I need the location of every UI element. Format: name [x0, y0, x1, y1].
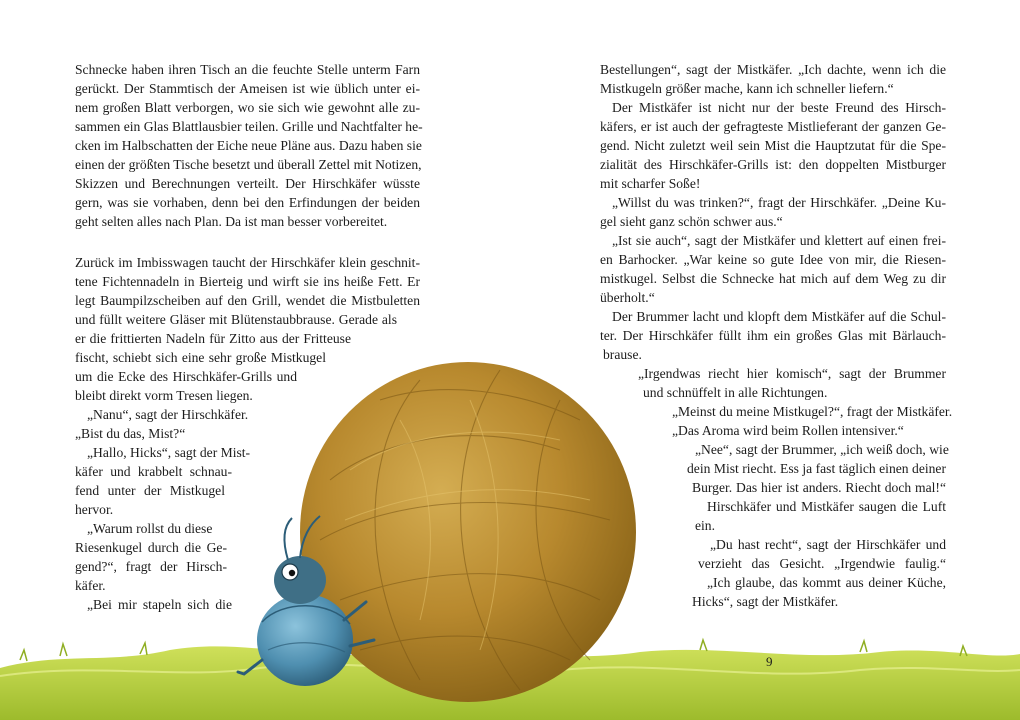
- text-line: er die frittierten Nadeln für Zitto aus der Fritteuse: [75, 331, 351, 346]
- text-line: mistkugel. Selbst die Schnecke hat mich auf dem Weg zu dir: [600, 271, 946, 286]
- text-line: gerückt. Der Stammtisch der Ameisen ist wie üblich unter ei-: [75, 81, 420, 96]
- text-line: bleibt direkt vorm Tresen liegen.: [75, 388, 253, 403]
- text-line: „Willst du was trinken?“, fragt der Hirschkäfer. „Deine Ku-: [612, 195, 946, 210]
- text-line: Der Mistkäfer ist nicht nur der beste Freund des Hirsch-: [612, 100, 946, 115]
- text-line: gel sieht ganz schön schwer aus.“: [600, 214, 783, 229]
- text-line: käfer.: [75, 578, 106, 593]
- page-number: 9: [766, 654, 773, 669]
- text-line: „Bei mir stapeln sich die: [87, 597, 232, 612]
- text-line: cken im Halbschatten der Eiche neue Pläne aus. Dazu haben sie: [75, 138, 422, 153]
- text-line: „Irgendwas riecht hier komisch“, sagt der Brummer: [638, 366, 946, 381]
- text-line: „Du hast recht“, sagt der Hirschkäfer und: [710, 537, 946, 552]
- text-line: tene Fichtennadeln in Bierteig und wirft sie ins heiße Fett. Er: [75, 274, 420, 289]
- text-line: sammen ein Glas Blattlausbier teilen. Grille und Nachtfalter he-: [75, 119, 423, 134]
- text-line: „Warum rollst du diese: [87, 521, 213, 536]
- text-line: legt Baumpilzscheiben auf den Grill, wendet die Mistbuletten: [75, 293, 420, 308]
- text-line: Zurück im Imbisswagen taucht der Hirschkäfer klein geschnit-: [75, 255, 420, 270]
- text-line: gend?“, fragt der Hirsch-: [75, 559, 227, 574]
- text-line: käfers, er ist auch der gefragteste Mistlieferant der ganzen Ge-: [600, 119, 946, 134]
- text-line: „Bist du das, Mist?“: [75, 426, 186, 441]
- text-line: verzieht das Gesicht. „Irgendwie faulig.“: [698, 556, 946, 571]
- text-line: „Meinst du meine Mistkugel?“, fragt der Mistkäfer.: [672, 404, 953, 419]
- text-line: nem großen Blatt verborgen, wo sie sich wie gewohnt alle zu-: [75, 100, 420, 115]
- text-line: geht selten alles nach Plan. Da ist man besser vorbereitet.: [75, 214, 388, 229]
- text-line: Bestellungen“, sagt der Mistkäfer. „Ich dachte, wenn ich die: [600, 62, 946, 77]
- text-line: Riesenkugel durch die Ge-: [75, 540, 227, 555]
- text-line: mit scharfer Soße!: [600, 176, 701, 191]
- text-line: Hicks“, sagt der Mistkäfer.: [692, 594, 839, 609]
- text-line: fischt, schiebt sich eine sehr große Mistkugel: [75, 350, 326, 365]
- text-line: Skizzen und Berechnungen verteilt. Der Hirschkäfer wüsste: [75, 176, 420, 191]
- text-line: ein.: [695, 518, 716, 533]
- text-line: Schnecke haben ihren Tisch an die feuchte Stelle unterm Farn: [75, 62, 420, 77]
- text-line: „Hallo, Hicks“, sagt der Mist-: [87, 445, 251, 460]
- text-line: „Nee“, sagt der Brummer, „ich weiß doch, wie: [695, 442, 949, 457]
- text-line: „Ich glaube, das kommt aus deiner Küche,: [707, 575, 946, 590]
- text-line: käfer und krabbelt schnau-: [75, 464, 232, 479]
- text-line: um die Ecke des Hirschkäfer-Grills und: [75, 369, 297, 384]
- text-line: „Ist sie auch“, sagt der Mistkäfer und klettert auf einen frei-: [612, 233, 946, 248]
- text-line: ter. Der Hirschkäfer füllt ihm ein großes Glas mit Bärlauch-: [600, 328, 946, 343]
- text-line: hervor.: [75, 502, 114, 517]
- text-line: Hirschkäfer und Mistkäfer saugen die Luft: [707, 499, 946, 514]
- text-line: Mistkugeln größer mache, kann ich schneller liefern.“: [600, 81, 894, 96]
- text-line: fend unter der Mistkugel: [75, 483, 225, 498]
- text-line: zialität des Hirschkäfer-Grills ist: den doppelten Mistburger: [600, 157, 946, 172]
- text-line: und schnüffelt in alle Richtungen.: [643, 385, 828, 400]
- text-line: überholt.“: [600, 290, 655, 305]
- text-line: „Das Aroma wird beim Rollen intensiver.“: [672, 423, 904, 438]
- text-line: dein Mist riecht. Ess ja fast täglich einen deiner: [687, 461, 946, 476]
- text-line: gern, was sie vorhaben, denn bei den Erfindungen der beiden: [75, 195, 420, 210]
- text-line: Der Brummer lacht und klopft dem Mistkäfer auf die Schul-: [612, 309, 946, 324]
- text-line: einen der größten Tische besetzt und überall Zettel mit Notizen,: [75, 157, 422, 172]
- text-line: brause.: [603, 347, 642, 362]
- text-line: gend. Nicht zuletzt weil sein Mist die Hauptzutat für die Spe-: [600, 138, 946, 153]
- text-line: „Nanu“, sagt der Hirschkäfer.: [87, 407, 249, 422]
- text-line: Burger. Das hier ist anders. Riecht doch mal!“: [692, 480, 946, 495]
- text-line: und füllt weitere Gläser mit Blütenstaubbrause. Gerade als: [75, 312, 397, 327]
- text-line: en Barhocker. „War keine so gute Idee von mir, die Riesen-: [600, 252, 946, 267]
